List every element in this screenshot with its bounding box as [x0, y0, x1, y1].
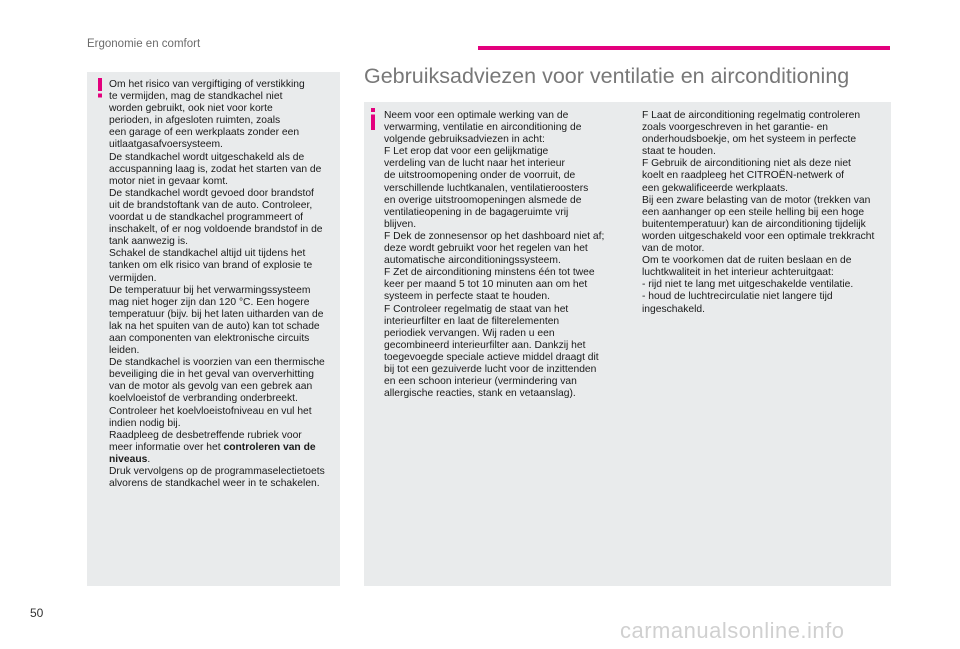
warning-text: Om het risico van vergiftiging of verstikking te vermijden, mag de standkachel niet worden gebruikt, ook niet voor korte perioden, in afgesloten ruimten, zoals een garage of een werkplaats zonder een uitlaatgasafvoersysteem. De standkachel wordt uitgeschakeld als de accuspanning laag is, zodat het starten van de motor niet in gevaar komt. De standkachel wordt gevoed door brandstof uit de brandstoftank van de auto. Controleer, voordat u de standkachel programmeert of inschakelt, of er nog voldoende brandstof in de tank aanwezig is. Schakel de standkachel altijd uit tijdens het tanken om elk risico van brand of explosie te vermijden. De temperatuur bij het verwarmingssysteem mag niet hoger zijn dan 120 °C. Een hogere temperatuur (bijv. bij het laten uitharden van de lak na het spuiten van de auto) kan tot schade aan componenten van elektronische circuits leiden. De standkachel is voorzien van een thermische beveiliging die in het geval van oververhitting van de motor als gevolg van een gebrek aan koelvloeistof de verbranding onderbreekt. Controleer het koelvloeistofniveau en vul het indien nodig bij. Raadpleeg de desbetreffende rubriek voor meer informatie over het controleren van de niveaus. Druk vervolgens op de programmaselectietoets alvorens de standkachel weer in te schakelen. — [109, 79, 325, 490]
advice-column-right: F Laat de airconditioning regelmatig controleren zoals voorgeschreven in het garantie- en onderhoudsboekje, om het systeem in perfecte staat te houden. F Gebruik de airconditioning niet als deze niet koelt en raadpleeg het CITROËN-netwerk of een gekwalificeerde werkplaats. Bij een zware belasting van de motor (trekken van een aanhanger op een steile helling bij een hoge buitentemperatuur) kan de airconditioning tijdelijk worden uitgeschakeld voor een optimale trekkracht van de motor. Om te voorkomen dat de ruiten beslaan en de luchtkwaliteit in het interieur achteruitgaat: - rijd niet te lang met uitgeschakelde ventilatie. - houd de luchtrecirculatie niet langere tijd ingeschakeld. — [642, 110, 875, 315]
header-accent-bar — [478, 46, 890, 50]
info-icon — [369, 108, 377, 130]
watermark: carmanualsonline.info — [620, 618, 845, 643]
page-title: Gebruiksadviezen voor ventilatie en airconditioning — [364, 64, 850, 88]
warning-bold-link-text: controleren van de niveaus — [109, 441, 316, 465]
exclamation-icon — [96, 78, 104, 98]
section-title: Ergonomie en comfort — [87, 38, 201, 50]
advice-column-left: Neem voor een optimale werking van de verwarming, ventilatie en airconditioning de volgende gebruiksadviezen in acht: F Let erop dat voor een gelijkmatige verdeling van de lucht naar het interieur de uitstroomopening onder de voorruit, de verschillende luchtkanalen, ventilatieroosters en overige uitstroomopeningen alsmede de ventilatieopening in de bagageruimte vrij blijven. F Dek de zonnesensor op het dashboard niet af; deze wordt gebruikt voor het regelen van het automatische airconditioningssysteem. F Zet de airconditioning minstens één tot twee keer per maand 5 tot 10 minuten aan om het systeem in perfecte staat te houden. F Controleer regelmatig de staat van het interieurfilter en laat de filterelementen periodiek vervangen. Wij raden u een gecombineerd interieurfilter aan. Dankzij het toegevoegde speciale actieve middel draagt dit bij tot een gezuiverde lucht voor de inzittenden en een schoon interieur (vermindering van allergische reacties, stank en vetaanslag). — [384, 110, 605, 400]
page-number: 50 — [30, 606, 44, 620]
